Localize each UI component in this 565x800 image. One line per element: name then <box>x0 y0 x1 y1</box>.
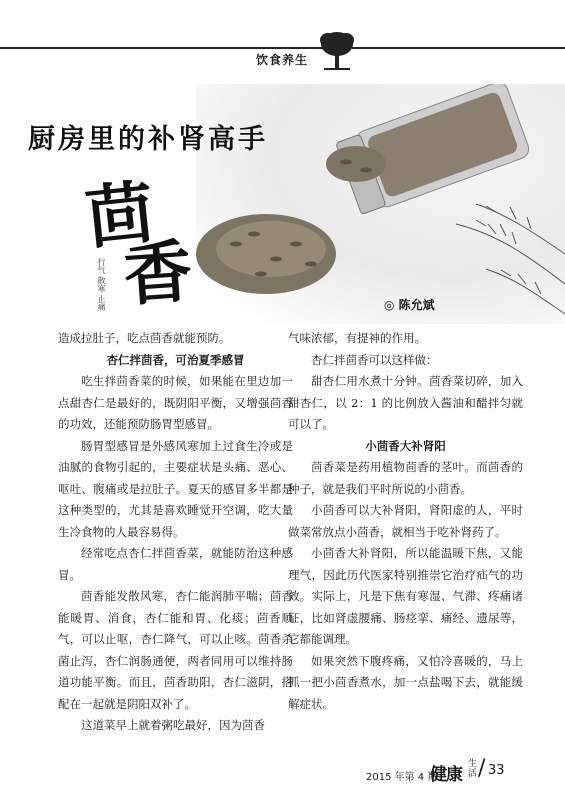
article-title: 厨房里的补肾高手 <box>28 124 268 155</box>
title-char-hui: 茴 <box>82 172 159 260</box>
header-rule-right <box>352 47 565 49</box>
issue-number: 2015 年第 4 期 <box>366 772 438 783</box>
title-char-xiang: 香 <box>121 231 195 317</box>
magazine-brand: 健康 <box>430 765 462 785</box>
author-credit: ◎ 陈允斌 <box>384 298 435 312</box>
paragraph: 吃生拌茴香菜的时候，如果能在里边加一点甜杏仁是最好的，既阴阳平衡，又增强茴香的功效，还能预防肠胃型感冒。 <box>58 374 293 431</box>
side-note: 行气 散寒 止痛 <box>97 258 106 312</box>
paragraph: 小茴香大补肾阳，所以能温暖下焦，又能理气，因此历代医家特别推崇它治疗疝气的功效。实际上，凡是下焦有寒湿、气滞、疼痛诸证，比如肾虚腰痛、肠痉挛、痛经、遗尿等，它都能调理。 <box>288 546 523 646</box>
subheading: 小茴香大补肾阳 <box>365 438 446 453</box>
paragraph: 经常吃点杏仁拌茴香菜，就能防治这种感冒。 <box>58 546 293 582</box>
paragraph: 小茴香可以大补肾阳，肾阳虚的人，平时做菜常放点小茴香，就相当于吃补肾药了。 <box>288 503 523 539</box>
paragraph: 如果突然下腹疼痛，又怕冷喜暖的，马上抓一把小茴香煮水，加一点盐喝下去，就能缓解症状。 <box>288 653 523 711</box>
header-rule-left <box>0 47 330 49</box>
section-label: 饮食养生 <box>256 53 309 67</box>
paragraph: 造成拉肚子，吃点茴香就能预防。 <box>58 331 231 345</box>
paragraph: 杏仁拌茴香可以这样做： <box>311 352 438 367</box>
left-column <box>58 328 293 737</box>
tree-icon <box>316 28 358 72</box>
paragraph: 肠胃型感冒是外感风寒加上过食生冷或是油腻的食物引起的，主要症状是头痛、恶心、呕吐、腹痛或是拉肚子。夏天的感冒多半都是这种类型的，尤其是喜欢睡觉开空调，吃大量生冷食物的人最容易得。 <box>58 438 293 539</box>
right-column <box>288 328 523 715</box>
paragraph: 茴香能发散风寒，杏仁能润肺平喘；茴香能暖胃、消食，杏仁能和胃、化痰；茴香顺气，可以止呕，杏仁降气，可以止咳。茴香杀菌止泻，杏仁润肠通便，两者同用可以维持肠道功能平衡。而且，茴香助阳，杏仁滋阴，搭配在一起就是阴阳双补了。 <box>58 589 293 711</box>
brand-slash: / <box>478 756 486 781</box>
paragraph: 这道菜早上就着粥吃最好，因为茴香 <box>81 718 265 732</box>
paragraph: 茴香菜是药用植物茴香的茎叶。而茴香的种子，就是我们平时所说的小茴香。 <box>288 460 523 496</box>
magazine-brand-suffix: 生活 <box>468 759 478 779</box>
subheading: 杏仁拌茴香，可治夏季感冒 <box>106 352 245 367</box>
page-number: 33 <box>488 763 505 778</box>
paragraph: 气味浓郁，有提神的作用。 <box>288 331 426 345</box>
paragraph: 甜杏仁用水煮十分钟。茴香菜切碎，加入甜杏仁，以 2：1 的比例放入酱油和醋拌匀就可以了。 <box>288 374 523 431</box>
